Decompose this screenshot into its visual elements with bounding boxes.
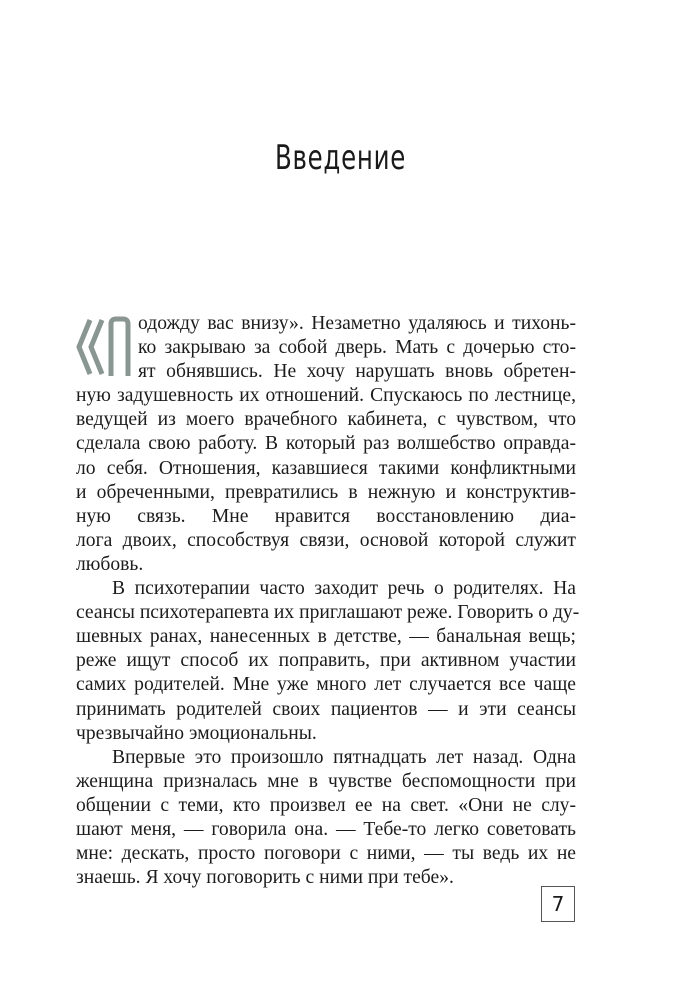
text-line: и обреченными, превратились в нежную и конструктив- — [76, 481, 576, 503]
text-line: шают меня, — говорила она. — Тебе-то легко советовать — [76, 818, 576, 840]
text-line: ко закрываю за собой дверь. Мать с дочерью сто- — [138, 337, 576, 359]
text-line: реже ищут способ их поправить, при активном участии — [76, 650, 576, 672]
chapter-title: Введение — [274, 138, 406, 178]
text-line: одожду вас внизу». Незаметно удаляюсь и тихонь- — [138, 313, 576, 334]
text-line: Впервые это произошло пятнадцать лет назад. Одна — [112, 746, 576, 768]
text-line: ную задушевность их отношений. Спускаюсь по лестнице, — [76, 385, 576, 407]
text-line: любовь. — [76, 553, 144, 575]
text-line: чрезвычайно эмоциональны. — [76, 722, 317, 744]
text-line: ло себя. Отношения, казавшиеся такими конфликтными — [76, 457, 576, 479]
paragraph-2 — [76, 577, 580, 746]
text-line: знаешь. Я хочу поговорить с ними при тебе». — [76, 867, 454, 889]
text-line: В психотерапии часто заходит речь о родителях. На — [112, 578, 576, 600]
paragraph-3 — [76, 746, 576, 891]
text-line: лога двоих, способствуя связи, основой которой служит — [76, 529, 576, 551]
text-line: сеансы психотерапевта их приглашают реже. Говорить о ду- — [76, 602, 580, 624]
text-line: мне: дескать, просто поговори с ними, — ты ведь их не — [76, 843, 576, 865]
text-line: ят обнявшись. Не хочу нарушать вновь обретен- — [138, 361, 576, 383]
text-line: ную связь. Мне нравится восстановлению диа- — [76, 505, 576, 527]
body-text — [76, 312, 580, 890]
text-line: сделала свою работу. В который раз волшебство оправда- — [76, 433, 576, 455]
text-line: ведущей из моего врачебного кабинета, с чувством, что — [76, 409, 576, 431]
page-number: 7 — [541, 886, 575, 922]
text-line: женщина призналась мне в чувстве беспомощности при — [76, 770, 576, 792]
text-line: принимать родителей своих пациентов — и эти сеансы — [76, 698, 576, 720]
paragraph-1 — [76, 312, 576, 577]
text-line: самих родителей. Мне уже много лет случается все чаще — [76, 674, 576, 696]
text-line: общении с теми, кто произвел ее на свет. «Они не слу- — [76, 794, 576, 816]
text-line: шевных ранах, нанесенных в детстве, — банальная вещь; — [76, 626, 576, 648]
